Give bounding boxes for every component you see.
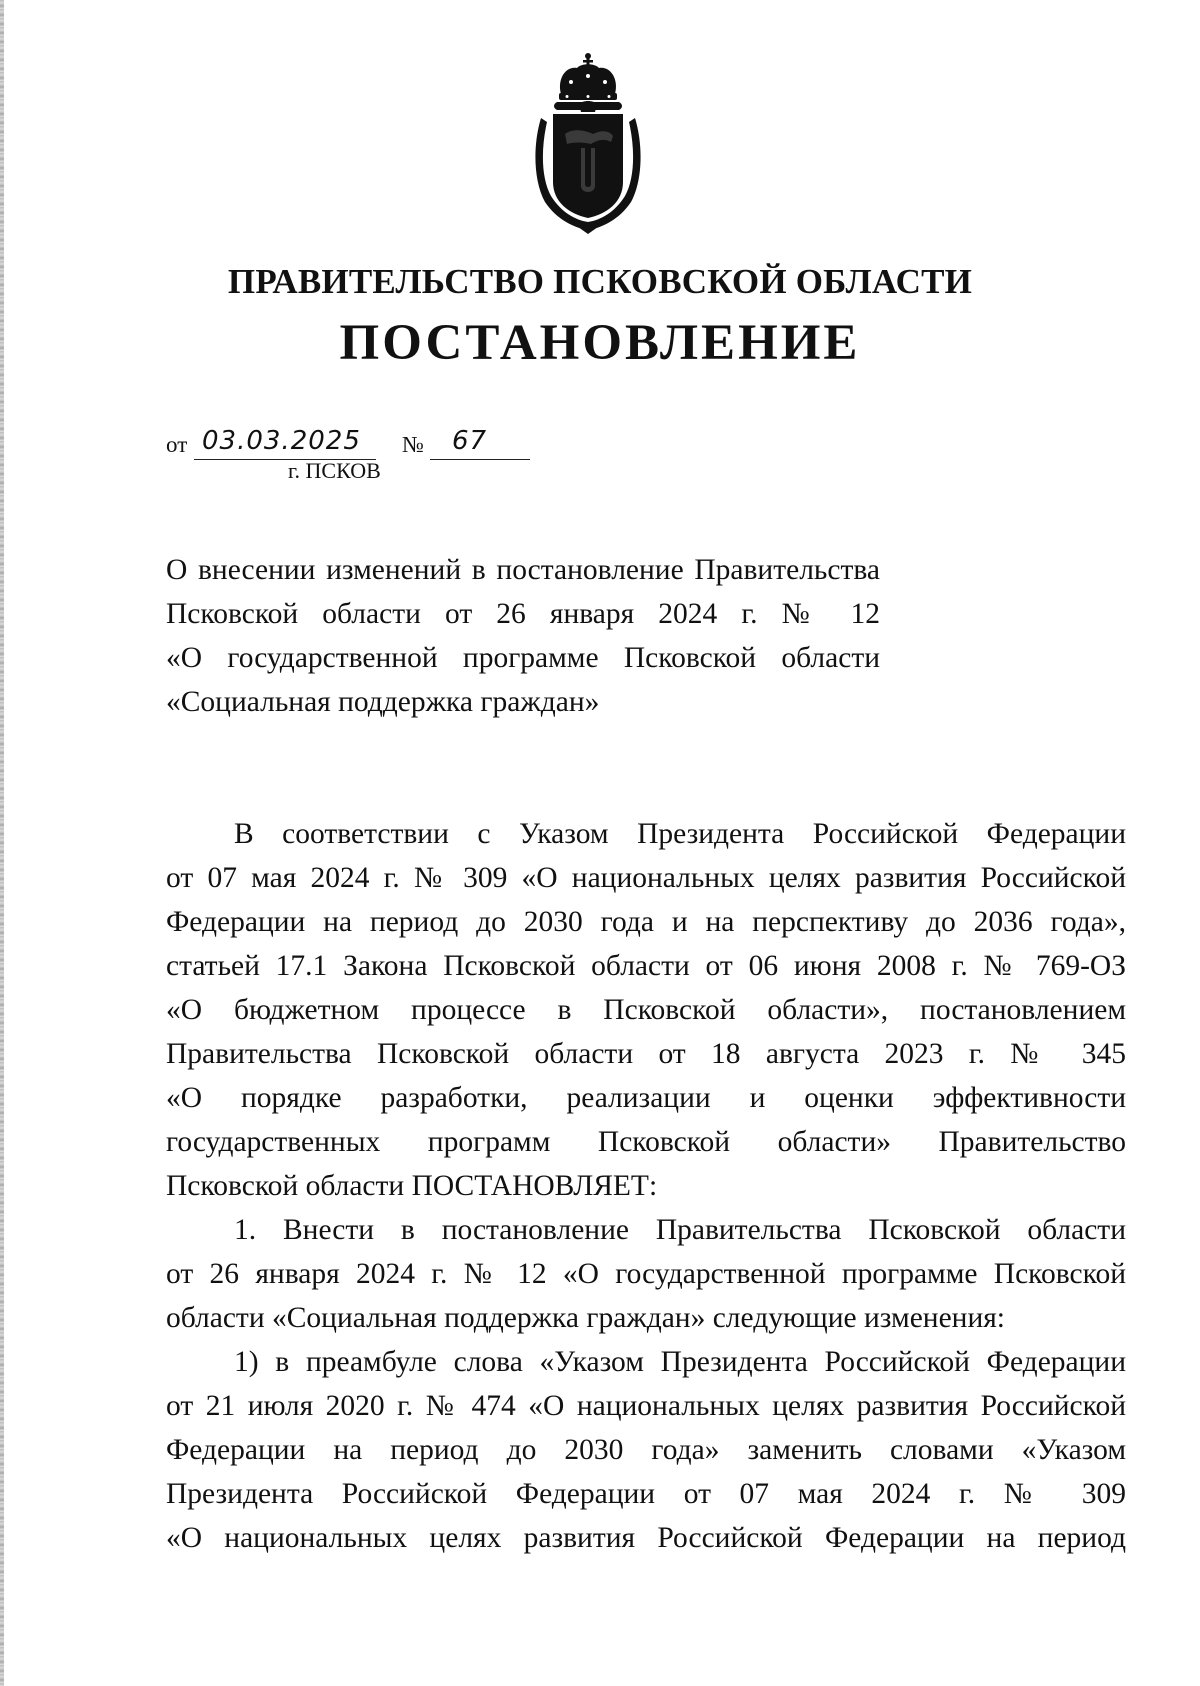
body-line: статьей 17.1 Закона Псковской области от 06 июня 2008 г. № 769-ОЗ — [166, 950, 1126, 982]
body-line: 1) в преамбуле слова «Указом Президента Российской Федерации — [234, 1346, 1126, 1378]
document-body — [166, 812, 1126, 1560]
body-line: от 21 июля 2020 г. № 474 «О национальных целях развития Российской — [166, 1390, 1126, 1422]
body-line: Федерации на период до 2030 года и на перспективу до 2036 года», — [166, 906, 1126, 938]
number-value: 67 — [452, 426, 488, 456]
body-line: Президента Российской Федерации от 07 мая 2024 г. № 309 — [166, 1478, 1126, 1510]
number-prefix: № — [402, 432, 424, 457]
date-prefix: от — [166, 432, 188, 457]
body-line: Правительства Псковской области от 18 августа 2023 г. № 345 — [166, 1038, 1126, 1070]
subject-line: Псковской области от 26 января 2024 г. № 12 — [166, 598, 880, 630]
body-line: от 26 января 2024 г. № 12 «О государственной программе Псковской — [166, 1258, 1126, 1290]
body-line: Федерации на период до 2030 года» заменить словами «Указом — [166, 1434, 1126, 1466]
body-line: «О порядке разработки, реализации и оценки эффективности — [166, 1082, 1126, 1114]
body-line: «О национальных целях развития Российской Федерации на период — [166, 1522, 1126, 1554]
body-line: области «Социальная поддержка граждан» следующие изменения: — [166, 1302, 1006, 1334]
city-name: г. ПСКОВ — [288, 458, 381, 483]
body-line: «О бюджетном процессе в Псковской области», постановлением — [166, 994, 1126, 1026]
subject-line: О внесении изменений в постановление Правительства — [166, 554, 880, 586]
scan-edge — [0, 0, 4, 1686]
coat-of-arms-icon — [531, 52, 645, 234]
body-line: Псковской области ПОСТАНОВЛЯЕТ: — [166, 1170, 658, 1202]
government-name: ПРАВИТЕЛЬСТВО ПСКОВСКОЙ ОБЛАСТИ — [227, 262, 973, 301]
date-value: 03.03.2025 — [202, 426, 361, 456]
body-line: государственных программ Псковской области» Правительство — [166, 1126, 1126, 1158]
document-subject — [166, 548, 880, 724]
body-line: от 07 мая 2024 г. № 309 «О национальных целях развития Российской — [166, 862, 1126, 894]
document-type: ПОСТАНОВЛЕНИЕ — [339, 315, 861, 371]
subject-line: «О государственной программе Псковской области — [166, 642, 880, 674]
body-line: 1. Внести в постановление Правительства Псковской области — [234, 1214, 1126, 1246]
body-line: В соответствии с Указом Президента Российской Федерации — [234, 818, 1126, 850]
subject-line: «Социальная поддержка граждан» — [166, 686, 600, 718]
number-underline — [430, 459, 530, 460]
